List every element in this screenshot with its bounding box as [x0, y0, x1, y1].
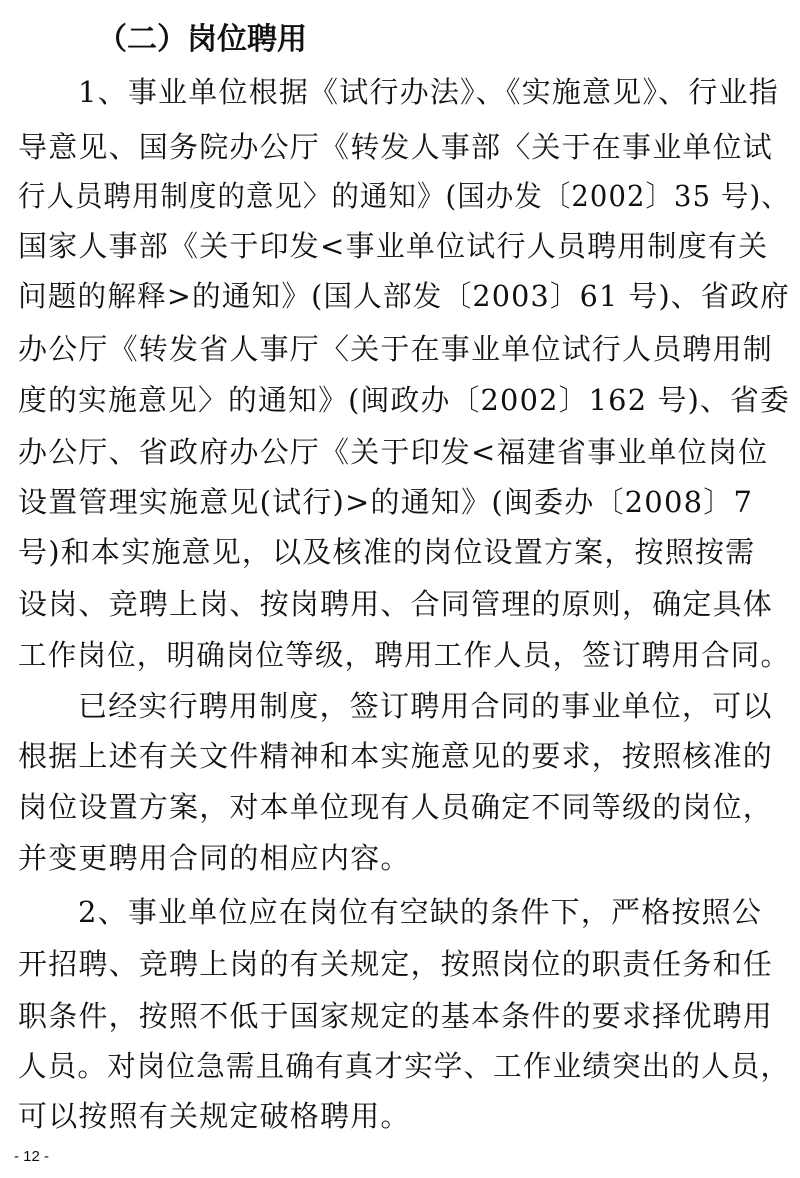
paragraph-line: 办公厅《转发省人事厅〈关于在事业单位试行人员聘用制: [18, 332, 774, 366]
paragraph-line: 导意见、国务院办公厅《转发人事部〈关于在事业单位试: [18, 130, 774, 164]
paragraph-line: 可以按照有关规定破格聘用。: [18, 1099, 411, 1133]
paragraph-line: 职条件，按照不低于国家规定的基本条件的要求择优聘用: [18, 999, 774, 1033]
paragraph-line: 工作岗位，明确岗位等级，聘用工作人员，签订聘用合同。: [18, 638, 791, 672]
paragraph-line: 号)和本实施意见，以及核准的岗位设置方案，按照按需: [18, 535, 756, 569]
section-heading: （二）岗位聘用: [97, 22, 307, 57]
paragraph-line: 并变更聘用合同的相应内容。: [18, 841, 411, 875]
paragraph-line: 度的实施意见〉的通知》(闽政办〔2002〕162 号)、省委: [18, 383, 791, 417]
paragraph-line: 已经实行聘用制度，签订聘用合同的事业单位，可以: [78, 689, 773, 723]
paragraph-line: 国家人事部《关于印发<事业单位试行人员聘用制度有关: [18, 229, 769, 263]
paragraph-line: 设置管理实施意见(试行)>的通知》(闽委办〔2008〕7: [18, 485, 754, 519]
paragraph-line: 2、事业单位应在岗位有空缺的条件下，严格按照公: [78, 895, 763, 929]
paragraph-line: 人员。对岗位急需且确有真才实学、工作业绩突出的人员，: [18, 1049, 791, 1083]
paragraph-line: 行人员聘用制度的意见〉的通知》(国办发〔2002〕35 号)、: [18, 179, 790, 213]
paragraph-line: 根据上述有关文件精神和本实施意见的要求，按照核准的: [18, 739, 774, 773]
paragraph-line: 1、事业单位根据《试行办法》、《实施意见》、行业指: [78, 75, 779, 109]
page-number: - 12 -: [14, 1148, 50, 1165]
paragraph-line: 开招聘、竞聘上岗的有关规定，按照岗位的职责任务和任: [18, 947, 774, 981]
paragraph-line: 设岗、竞聘上岗、按岗聘用、合同管理的原则，确定具体: [18, 587, 774, 621]
paragraph-line: 岗位设置方案，对本单位现有人员确定不同等级的岗位，: [18, 790, 774, 824]
paragraph-line: 问题的解释>的通知》(国人部发〔2003〕61 号)、省政府: [18, 279, 790, 313]
paragraph-line: 办公厅、省政府办公厅《关于印发<福建省事业单位岗位: [18, 435, 769, 469]
